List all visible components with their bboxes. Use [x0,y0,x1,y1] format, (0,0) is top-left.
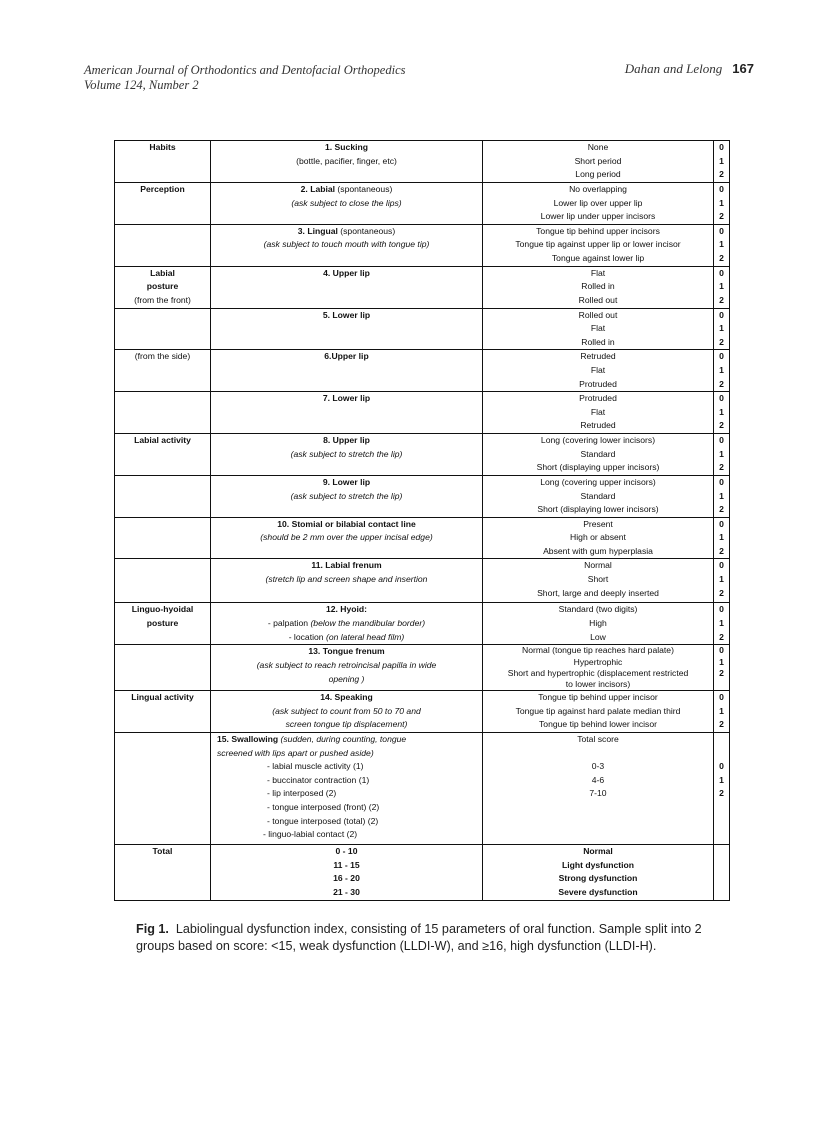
option-text: Tongue tip against hard palate median third [515,705,681,716]
parameter-text: 4. Upper lip [323,267,370,278]
score-value: 0 [719,476,724,487]
category-line [115,183,210,197]
category-cell [115,266,211,308]
table-row [115,845,730,901]
parameter-cell [211,224,483,266]
parameter-line [211,434,482,448]
parameter-line [211,225,482,239]
option-cell [483,392,714,434]
caption-text: Labiolingual dysfunction index, consisting of 15 parameters of oral function. Sample split into 2 groups based on score: <15, weak dysfunction (LLDI-W), and ≥16, high dysfunction (LLDI-H). [136,922,702,954]
option-cell [483,266,714,308]
option-text: Rolled out [578,309,618,320]
option-cell [483,350,714,392]
category-text: (from the side) [134,351,191,362]
parameter-text: (bottle, pacifier, finger, etc) [296,155,397,166]
table-row [115,603,730,645]
score-cell [714,392,730,434]
score-value: 2 [719,462,724,473]
score-value: 1 [719,532,724,543]
option-text: Standard (two digits) [558,604,638,615]
parameter-line [211,617,482,631]
score-value: 1 [719,323,724,334]
score-value: 1 [719,705,724,716]
score-cell [714,266,730,308]
parameter-text: opening ) [328,673,365,684]
table-row [115,141,730,183]
parameter-cell [211,266,483,308]
parameter-cell [211,733,483,845]
score-cell [714,845,730,901]
table-row [115,517,730,559]
parameter-cell [211,603,483,645]
score-value: 1 [719,197,724,208]
parameter-cell [211,845,483,901]
parameter-line [217,747,482,761]
option-text: Strong dysfunction [558,873,638,884]
option-text: Long (covering upper incisors) [540,476,656,487]
category-line [115,280,210,294]
option-text: Normal [584,560,612,571]
category-cell [115,350,211,392]
category-line [115,845,210,859]
option-cell [483,183,714,225]
parameter-text: - linguo-labial contact (2) [263,829,358,840]
score-cell [714,691,730,733]
score-value: 1 [719,618,724,629]
option-text: Short [587,574,609,585]
option-cell [483,308,714,350]
option-cell [483,475,714,517]
table-row [115,308,730,350]
score-value: 0 [719,518,724,529]
parameter-text: 8. Upper lip [323,435,370,446]
category-cell [115,603,211,645]
category-text: Perception [140,184,185,194]
parameter-text: (should be 2 mm over the upper incisal edge) [260,532,433,543]
score-cell [714,603,730,645]
score-value: 2 [719,420,724,431]
running-head [625,62,754,76]
table-row [115,392,730,434]
option-text: to lower incisors) [565,679,631,690]
parameter-text: 11. Labial frenum [311,560,382,571]
parameter-text: 2. Labial [300,184,336,194]
option-cell [483,603,714,645]
score-value [714,679,729,690]
parameter-line [217,828,482,842]
parameter-text: (below the mandibular border) [310,618,426,629]
score-value: 1 [719,155,724,166]
journal-title: American Journal of Orthodontics and Dentofacial Orthopedics [84,63,406,77]
caption-label: Fig 1. [136,922,169,937]
score-cell [714,559,730,603]
parameter-text: (ask subject to count from 50 to 70 and [272,705,421,716]
score-cell [714,308,730,350]
parameter-line [211,559,482,573]
option-text: Tongue tip behind upper incisor [538,692,658,703]
score-value: 0 [719,604,724,615]
parameter-line [211,691,482,705]
option-text: Rolled in [581,336,615,347]
figure [114,140,754,955]
category-cell [115,434,211,476]
score-value: 2 [719,336,724,347]
parameter-line [211,859,482,873]
parameter-line [211,448,482,462]
option-text: Lower lip under upper incisors [540,211,656,222]
option-cell [483,141,714,183]
category-line [115,350,210,364]
parameter-text: - tongue interposed (front) (2) [267,802,380,813]
parameter-line [211,518,482,532]
parameter-text: 1. Sucking [325,142,368,152]
parameter-text: 11 - 15 [333,859,360,870]
score-value: 2 [719,294,724,305]
category-cell [115,733,211,845]
dysfunction-index-table [114,140,730,901]
option-text: Standard [580,448,616,459]
parameter-text: (ask subject to close the lips) [291,197,402,208]
parameter-text: screened with lips apart or pushed aside) [217,747,374,758]
option-cell [483,517,714,559]
table-row [115,475,730,517]
option-text: Normal [583,846,613,857]
authors: Dahan and Lelong [624,61,723,76]
parameter-text: - palpation [267,618,311,629]
option-text: Present [583,518,613,529]
score-value: 1 [719,281,724,292]
score-value: 1 [719,656,724,667]
option-text: Normal (tongue tip reaches hard palate) [522,645,674,656]
score-value: 2 [719,169,724,180]
parameter-line [217,815,482,829]
option-text: Short, large and deeply inserted [537,587,659,598]
option-text: None [587,142,609,152]
parameter-text: (spontaneous) [337,225,396,236]
option-text: 0-3 [591,761,605,772]
parameter-text: (ask subject to stretch the lip) [290,490,403,501]
option-text: No overlapping [569,184,627,194]
option-text: 4-6 [591,774,605,785]
table-row [115,183,730,225]
score-cell [714,517,730,559]
score-cell [714,475,730,517]
option-cell [483,691,714,733]
parameter-cell [211,691,483,733]
option-cell [483,733,714,845]
page-number: 167 [732,61,754,76]
table-row [115,224,730,266]
category-text: posture [146,281,179,292]
score-cell [714,183,730,225]
parameter-line [211,886,482,900]
parameter-line [211,603,482,617]
table-row [115,350,730,392]
parameter-line [211,141,482,155]
score-value: 2 [719,378,724,389]
option-text: Lower lip over upper lip [553,197,643,208]
score-cell [714,434,730,476]
score-value: 1 [719,574,724,585]
option-text: Standard [580,490,616,501]
category-text: (from the front) [134,294,191,305]
table-row [115,645,730,691]
parameter-text: (sudden, during counting, tongue [278,734,407,745]
option-text: Short and hypertrophic (displacement restricted [507,667,689,678]
score-value: 1 [719,364,724,375]
parameter-line [211,718,482,732]
parameter-line [211,845,482,859]
option-cell [483,224,714,266]
option-text: Hypertrophic [573,656,623,667]
parameter-line [211,705,482,719]
option-cell [483,434,714,476]
option-text: Rolled out [578,294,618,305]
option-text: Short period [574,155,622,166]
score-value: 0 [719,560,724,571]
figure-caption [136,921,736,955]
option-cell [483,559,714,603]
parameter-text: 3. Lingual [297,225,338,236]
option-text: Light dysfunction [561,859,635,870]
score-value: 2 [719,719,724,730]
parameter-text: (ask subject to reach retroincisal papilla in wide [256,660,437,671]
parameter-text: - tongue interposed (total) (2) [267,815,379,826]
option-text: Tongue against lower lip [551,252,645,263]
category-text: Linguo-hyoidal [131,604,194,615]
score-value: 2 [719,788,724,799]
parameter-line [217,760,482,774]
category-line [115,141,210,155]
category-cell [115,141,211,183]
score-value: 1 [719,774,724,785]
parameter-line [211,183,482,197]
option-text: Tongue tip behind lower incisor [539,719,657,730]
parameter-cell [211,392,483,434]
score-cell [714,645,730,691]
journal-volume: Volume 124, Number 2 [84,78,199,92]
option-text: Retruded [580,420,616,431]
score-value: 0 [719,142,724,152]
score-value: 1 [719,448,724,459]
category-cell [115,308,211,350]
score-value: 2 [719,504,724,515]
parameter-line [211,573,482,587]
parameter-cell [211,183,483,225]
score-value: 2 [719,211,724,222]
category-cell [115,392,211,434]
parameter-line [211,645,482,659]
category-text: Labial activity [134,435,191,446]
parameter-text: 10. Stomial or bilabial contact line [277,518,416,529]
score-value: 1 [719,490,724,501]
option-cell [483,645,714,691]
parameter-text: 16 - 20 [333,873,360,884]
parameter-text: - labial muscle activity (1) [267,761,364,772]
parameter-text: (spontaneous) [335,184,393,194]
score-value: 0 [719,645,724,656]
category-cell [115,224,211,266]
category-text: Habits [149,142,176,152]
parameter-line [217,787,482,801]
score-value: 0 [719,351,724,362]
parameter-cell [211,517,483,559]
table-row [115,733,730,845]
option-text: Flat [590,364,606,375]
parameter-line [211,392,482,406]
parameter-cell [211,475,483,517]
parameter-line [211,872,482,886]
option-text: Protruded [579,393,617,404]
parameter-line [211,309,482,323]
parameter-text: 6.Upper lip [324,351,369,362]
option-text: High [589,618,607,629]
parameter-text: 12. Hyoid: [325,604,368,615]
category-text: Labial [150,267,175,278]
option-text: Flat [590,267,606,278]
parameter-text: 15. Swallowing [217,734,279,745]
score-cell [714,224,730,266]
option-text: Long period [575,169,621,180]
parameter-line [211,350,482,364]
parameter-text: 7. Lower lip [322,393,371,404]
score-value [714,733,729,747]
score-value: 2 [719,587,724,598]
category-line [115,617,210,631]
option-text: Flat [590,406,606,417]
category-cell [115,183,211,225]
score-value: 2 [719,252,724,263]
parameter-line [217,733,482,747]
score-value: 0 [719,184,724,194]
parameter-text: screen tongue tip displacement) [285,719,408,730]
score-value: 0 [719,435,724,446]
option-text: Short (displaying upper incisors) [536,462,660,473]
category-text: Total [152,846,173,857]
option-text: Rolled in [581,281,615,292]
option-text: Short (displaying lower incisors) [537,504,659,515]
score-value: 1 [719,406,724,417]
score-cell [714,733,730,845]
parameter-line [217,801,482,815]
category-cell [115,517,211,559]
option-text: Protruded [579,378,617,389]
category-cell [115,559,211,603]
parameter-line [211,659,482,673]
option-text: Retruded [580,351,616,362]
parameter-text: (ask subject to touch mouth with tongue tip) [263,239,430,250]
parameter-line [211,476,482,490]
parameter-line [211,267,482,281]
option-text: Long (covering lower incisors) [540,435,656,446]
parameter-cell [211,141,483,183]
parameter-cell [211,645,483,691]
option-text: Severe dysfunction [558,886,638,897]
option-text: Tongue tip behind upper incisors [536,225,660,236]
category-cell [115,475,211,517]
score-cell [714,141,730,183]
score-cell [714,350,730,392]
table-row [115,559,730,603]
category-line [115,294,210,308]
score-value: 2 [719,667,724,678]
score-value: 0 [719,761,724,772]
parameter-text: - lip interposed (2) [267,788,337,799]
parameter-text: 0 - 10 [335,846,358,857]
parameter-line [211,197,482,211]
category-line [115,267,210,281]
score-value: 1 [719,239,724,250]
category-text: Lingual activity [131,692,194,703]
score-value: 0 [719,309,724,320]
parameter-text: - buccinator contraction (1) [267,774,370,785]
table-row [115,434,730,476]
parameter-cell [211,559,483,603]
option-text: Total score [577,734,619,745]
parameter-cell [211,434,483,476]
parameter-line [211,238,482,252]
parameter-text: 5. Lower lip [322,309,371,320]
score-value: 2 [719,545,724,556]
parameter-text: 13. Tongue frenum [308,646,385,657]
score-value: 0 [719,225,724,236]
category-line [115,434,210,448]
parameter-line [211,631,482,645]
category-cell [115,845,211,901]
score-value: 2 [719,631,724,642]
score-value: 0 [719,692,724,703]
category-cell [115,691,211,733]
parameter-text: 9. Lower lip [322,476,371,487]
parameter-cell [211,308,483,350]
score-value: 0 [719,267,724,278]
parameter-cell [211,350,483,392]
option-text [483,747,713,761]
category-line [115,691,210,705]
parameter-text: - location [288,631,326,642]
parameter-text: 21 - 30 [333,886,360,897]
option-text: Absent with gum hyperplasia [543,545,653,556]
parameter-line [211,155,482,169]
table-row [115,691,730,733]
parameter-line [217,774,482,788]
parameter-text: (ask subject to stretch the lip) [290,448,403,459]
category-cell [115,645,211,691]
option-text: High or absent [570,532,626,543]
parameter-text: 14. Speaking [320,692,373,703]
option-cell [483,845,714,901]
parameter-text: (on lateral head film) [325,631,405,642]
parameter-line [211,673,482,687]
option-text: Tongue tip against upper lip or lower incisor [515,239,681,250]
score-value [714,747,729,761]
table-row [115,266,730,308]
option-text: 7-10 [589,788,607,799]
option-text: Flat [590,323,606,334]
option-text: Low [590,631,606,642]
parameter-text: (stretch lip and screen shape and insertion [265,574,428,585]
score-value: 0 [719,393,724,404]
category-line [115,603,210,617]
parameter-line [211,490,482,504]
parameter-line [211,531,482,545]
category-text: posture [146,618,179,629]
